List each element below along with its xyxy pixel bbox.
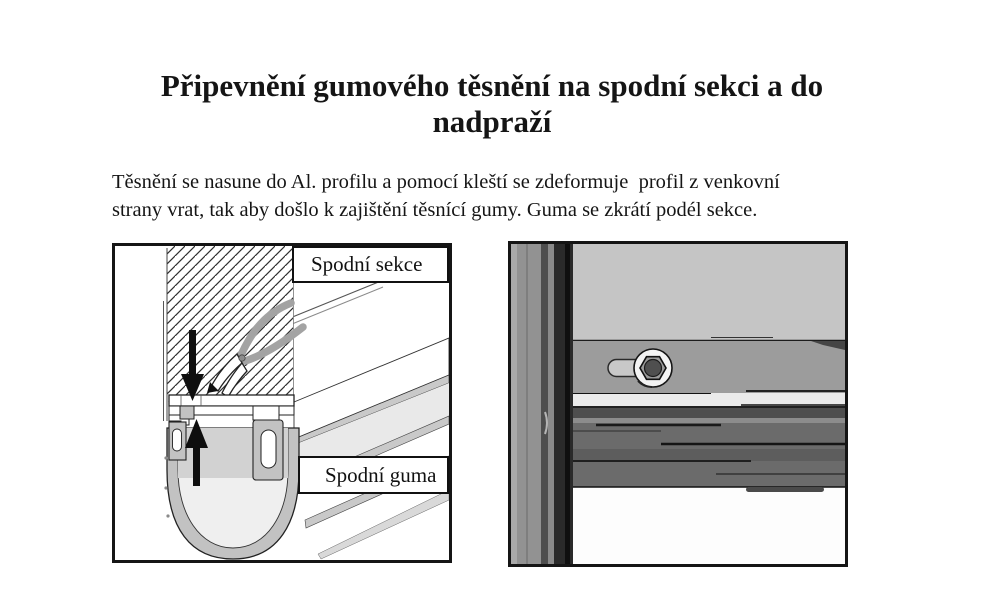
figure-seal-detail-photo <box>508 241 848 567</box>
bottom-section-drawing <box>115 246 449 560</box>
seal-detail-drawing <box>511 244 845 564</box>
door-frame-post <box>511 244 573 564</box>
figure-bottom-section-diagram <box>112 243 452 563</box>
intro-line-1: Těsnění se nasune do Al. profilu a pomocí kleští se zdeformuje profil z venkovní <box>112 171 780 193</box>
label-spodni-sekce-text: Spodní sekce <box>311 252 423 276</box>
page-title <box>0 68 984 140</box>
title-line-1: Připevnění gumového těsnění na spodní sekci a do <box>160 68 824 103</box>
label-spodni-guma-text: Spodní guma <box>325 462 437 487</box>
bottom-seal-band <box>573 406 845 492</box>
label-spodni-guma <box>298 456 449 494</box>
door-panels <box>573 244 845 406</box>
label-spodni-sekce <box>292 246 449 283</box>
title-line-2: nadpraží <box>432 104 552 139</box>
intro-line-2: strany vrat, tak aby došlo k zajištění těsnící gumy. Guma se zkrátí podél sekce. <box>112 198 758 221</box>
intro-paragraph <box>112 169 780 224</box>
